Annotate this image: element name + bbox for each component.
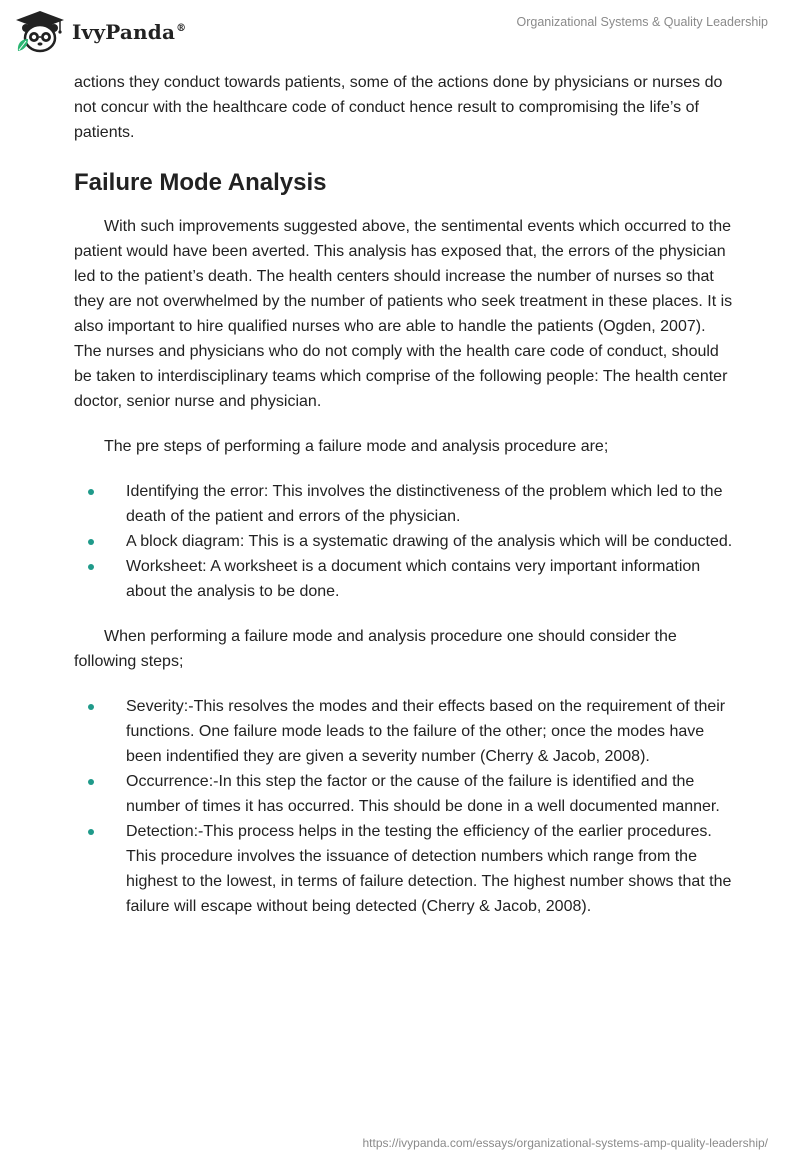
bullet-icon	[88, 539, 94, 545]
list-item-text: A block diagram: This is a systematic drawing of the analysis which will be conducted.	[126, 533, 733, 550]
list-item	[74, 554, 734, 604]
brand-name: IvyPanda®	[72, 20, 187, 44]
bullet-icon	[88, 829, 94, 835]
essay-content	[74, 70, 734, 939]
list-item-text: Severity:-This resolves the modes and their effects based on the requirement of their functions. One failure mode leads to the failure of the other; once the modes have been indentified they are given a severity number (Cherry & Jacob, 2008).	[126, 698, 726, 765]
bullet-icon	[88, 564, 94, 570]
paragraph-3: When performing a failure mode and analysis procedure one should consider the following steps;	[74, 628, 677, 670]
continued-paragraph: actions they conduct towards patients, some of the actions done by physicians or nurses do not concur with the healthcare code of conduct hence result to compromising the life’s of patients.	[74, 74, 723, 141]
list-item-text: Identifying the error: This involves the distinctiveness of the problem which led to the death of the patient and errors of the physician.	[126, 483, 723, 525]
registered-mark: ®	[176, 23, 187, 34]
list-item-text: Worksheet: A worksheet is a document which contains very important information about the analysis to be done.	[126, 558, 701, 600]
source-url-link[interactable]: https://ivypanda.com/essays/organizational-systems-amp-quality-leadership/	[362, 1136, 768, 1150]
section-heading: Failure Mode Analysis	[74, 169, 327, 196]
pre-steps-list	[74, 479, 734, 604]
paragraph-2: The pre steps of performing a failure mode and analysis procedure are;	[104, 438, 609, 455]
bullet-icon	[88, 489, 94, 495]
list-item	[74, 769, 734, 819]
bullet-icon	[88, 779, 94, 785]
document-title: Organizational Systems & Quality Leadership	[516, 15, 768, 29]
panda-logo-icon	[14, 9, 66, 53]
list-item	[74, 694, 734, 769]
bullet-icon	[88, 704, 94, 710]
ivypanda-logo[interactable]	[14, 9, 186, 53]
list-item	[74, 529, 734, 554]
list-item	[74, 819, 734, 919]
steps-list	[74, 694, 734, 919]
list-item-text: Detection:-This process helps in the testing the efficiency of the earlier procedures. This procedure involves the issuance of detection numbers which range from the highest to the lowest, in terms of failure detection. The highest number shows that the failure will escape without being detected (Cherry & Jacob, 2008).	[126, 823, 732, 915]
paragraph-1: With such improvements suggested above, the sentimental events which occurred to the patient would have been averted. This analysis has exposed that, the errors of the physician led to the patient’s death. The health centers should increase the number of nurses so that they are not overwhelmed by the number of patients who seek treatment in these places. It is also important to hire qualified nurses who are able to handle the patients (Ogden, 2007). The nurses and physicians who do not comply with the health care code of conduct, should be taken to interdisciplinary teams which comprise of the following people: The health center doctor, senior nurse and physician.	[74, 218, 733, 410]
list-item	[74, 479, 734, 529]
page-header	[0, 0, 800, 64]
list-item-text: Occurrence:-In this step the factor or the cause of the failure is identified and the number of times it has occurred. This should be done in a well documented manner.	[126, 773, 720, 815]
